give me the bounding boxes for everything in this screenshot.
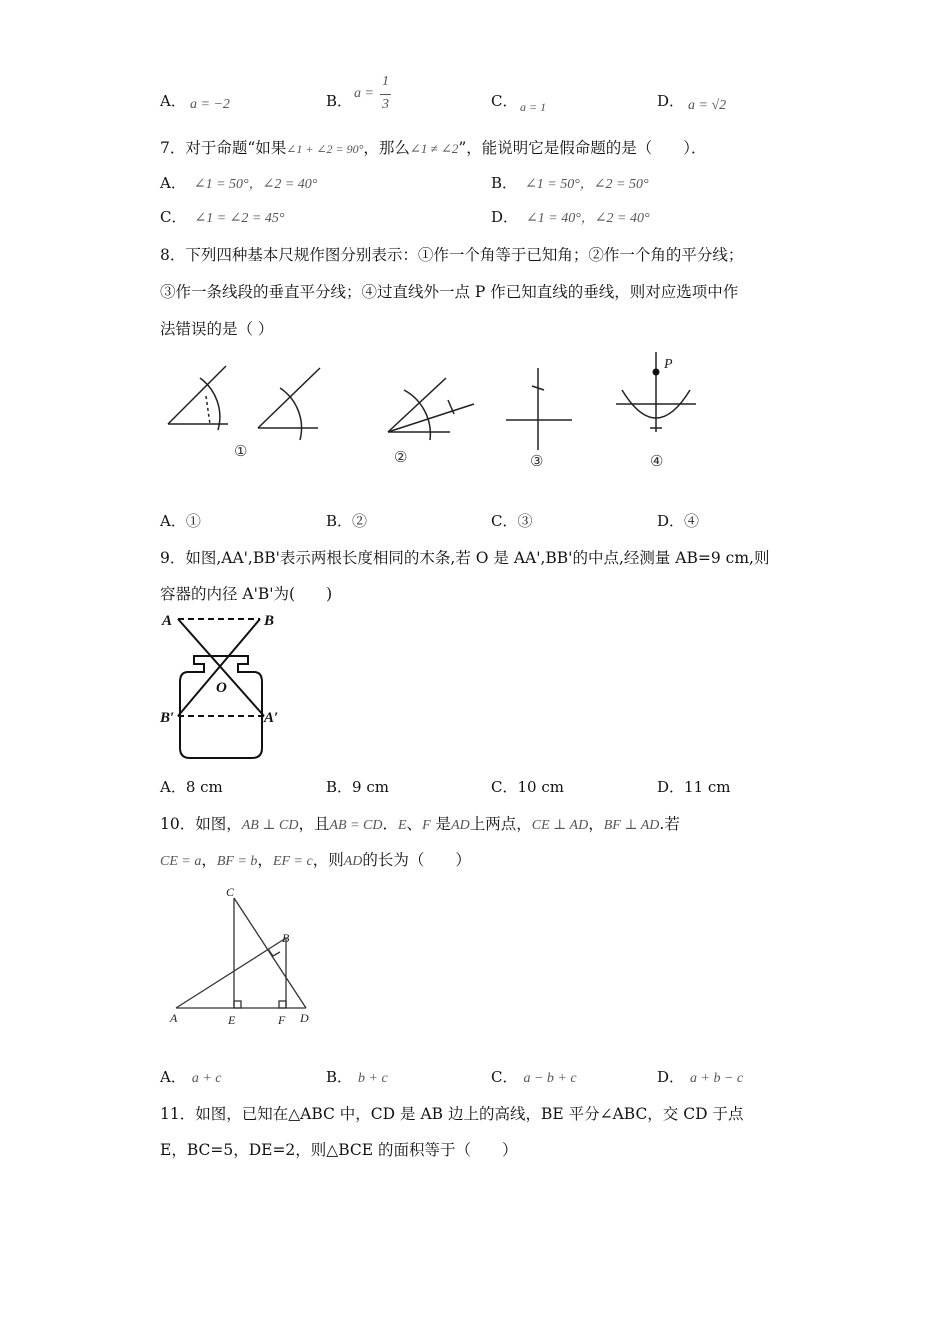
q11-stem-line-1: 11．如图，已知在△ABC 中，CD 是 AB 边上的高线，BE 平分∠ABC，交 CD 于点 [160,1105,744,1123]
q10-right-angle-e [234,1001,241,1008]
q6-option-b[interactable]: B． [326,92,353,110]
q10-line-ab [176,938,286,1008]
q8-construction-figures [160,348,720,478]
fig2-bisector [388,404,474,432]
q9-label-o: O [216,680,227,696]
q6-option-b-numerator: 1 [382,74,389,89]
q8-option-c[interactable]: C．③ [491,512,533,530]
fig1b-slant-ray [258,368,320,428]
fig1-label: ① [234,444,248,460]
q9-label-b: B [264,613,275,629]
q9-option-a[interactable]: A．8 cm [160,778,223,796]
q6-option-b-lhs: a = [354,86,374,101]
q10-stem-line-1: 10．如图，AB ⊥ CD，且AB = CD．E、F 是AD上两点，CE ⊥ AD，BF ⊥ AD.若 [160,815,680,833]
q10-stem-line-2: CE = a，BF = b，EF = c，则AD的长为（ ） [160,851,471,869]
q9-stem-line-1: 9．如图,AA',BB'表示两根长度相同的木条,若 O 是 AA',BB'的中点,经测量 AB=9 cm,则 [160,549,770,567]
q9-container-figure [160,608,300,758]
q7-condition: ∠1 + ∠2 = 90° [286,142,364,156]
q6-option-a[interactable]: A． [160,92,186,110]
q10-line-cd [234,898,306,1008]
q8-option-d[interactable]: D．④ [657,512,700,530]
q10-triangle-figure [160,880,330,1030]
q9-option-c[interactable]: C．10 cm [491,778,564,796]
q10-label-b: B [282,931,290,945]
q8-option-a[interactable]: A．① [160,512,201,530]
q6-option-c-value: a = 1 [520,100,547,114]
fig1a-slant-ray [168,366,226,424]
q10-right-angle-intersection [268,949,280,956]
q9-label-a-prime: A′ [264,710,279,726]
q6-option-b-denominator: 3 [382,97,389,112]
q7-conclusion: ∠1 ≠ ∠2 [409,141,459,156]
q10-label-a: A [170,1011,178,1025]
q6-fraction-bar [380,94,391,95]
q11-stem-line-2: E，BC=5，DE=2，则△BCE 的面积等于（ ） [160,1141,518,1159]
q7-option-d[interactable]: D． ∠1 = 40°，∠2 = 40° [491,208,650,226]
q6-option-d-value: a = √2 [688,98,727,113]
fig4-point-p [653,369,660,376]
q7-option-c[interactable]: C． ∠1 = ∠2 = 45° [160,208,285,226]
q9-label-a: A [162,613,173,629]
fig2-slant-ray [388,378,446,432]
fig3-label: ③ [530,454,544,470]
q9-container-outline [180,656,262,758]
q9-stem-line-2: 容器的内径 A'B'为( ) [160,585,333,603]
q10-label-e: E [228,1013,236,1027]
q6-option-d[interactable]: D． [657,92,685,110]
q10-label-f: F [278,1013,286,1027]
q6-option-c[interactable]: C． [491,92,518,110]
fig2-label: ② [394,450,408,466]
q10-right-angle-f [279,1001,286,1008]
q8-stem-line-2: ③作一条线段的垂直平分线；④过直线外一点 P 作已知直线的垂线，则对应选项中作 [160,283,739,301]
q7-option-b[interactable]: B． ∠1 = 50°，∠2 = 50° [491,174,649,192]
q9-label-b-prime: B′ [160,710,175,726]
q7-option-a[interactable]: A． ∠1 = 50°，∠2 = 40° [160,174,318,192]
q9-option-d[interactable]: D．11 cm [657,778,731,796]
fig4-label-p: P [664,357,673,372]
q10-option-c[interactable]: C． a − b + c [491,1068,577,1086]
q6-option-a-value: a = −2 [190,97,230,112]
q8-stem-line-1: 8．下列四种基本尺规作图分别表示：①作一个角等于已知角；②作一个角的平分线； [160,246,744,264]
q10-label-c: C [226,885,235,899]
q10-label-d: D [300,1011,309,1025]
q10-option-a[interactable]: A． a + c [160,1068,222,1086]
q10-option-d[interactable]: D． a + b − c [657,1068,744,1086]
q8-stem-line-3: 法错误的是（ ） [160,320,274,338]
q10-option-b[interactable]: B． b + c [326,1068,388,1086]
q7-stem: 7．对于命题“如果∠1 + ∠2 = 90°，那么∠1 ≠ ∠2”，能说明它是假命题的是（ ）． [160,139,707,157]
fig1a-dashed [206,396,210,424]
q9-option-b[interactable]: B．9 cm [326,778,389,796]
q8-option-b[interactable]: B．② [326,512,368,530]
fig4-label: ④ [650,454,664,470]
